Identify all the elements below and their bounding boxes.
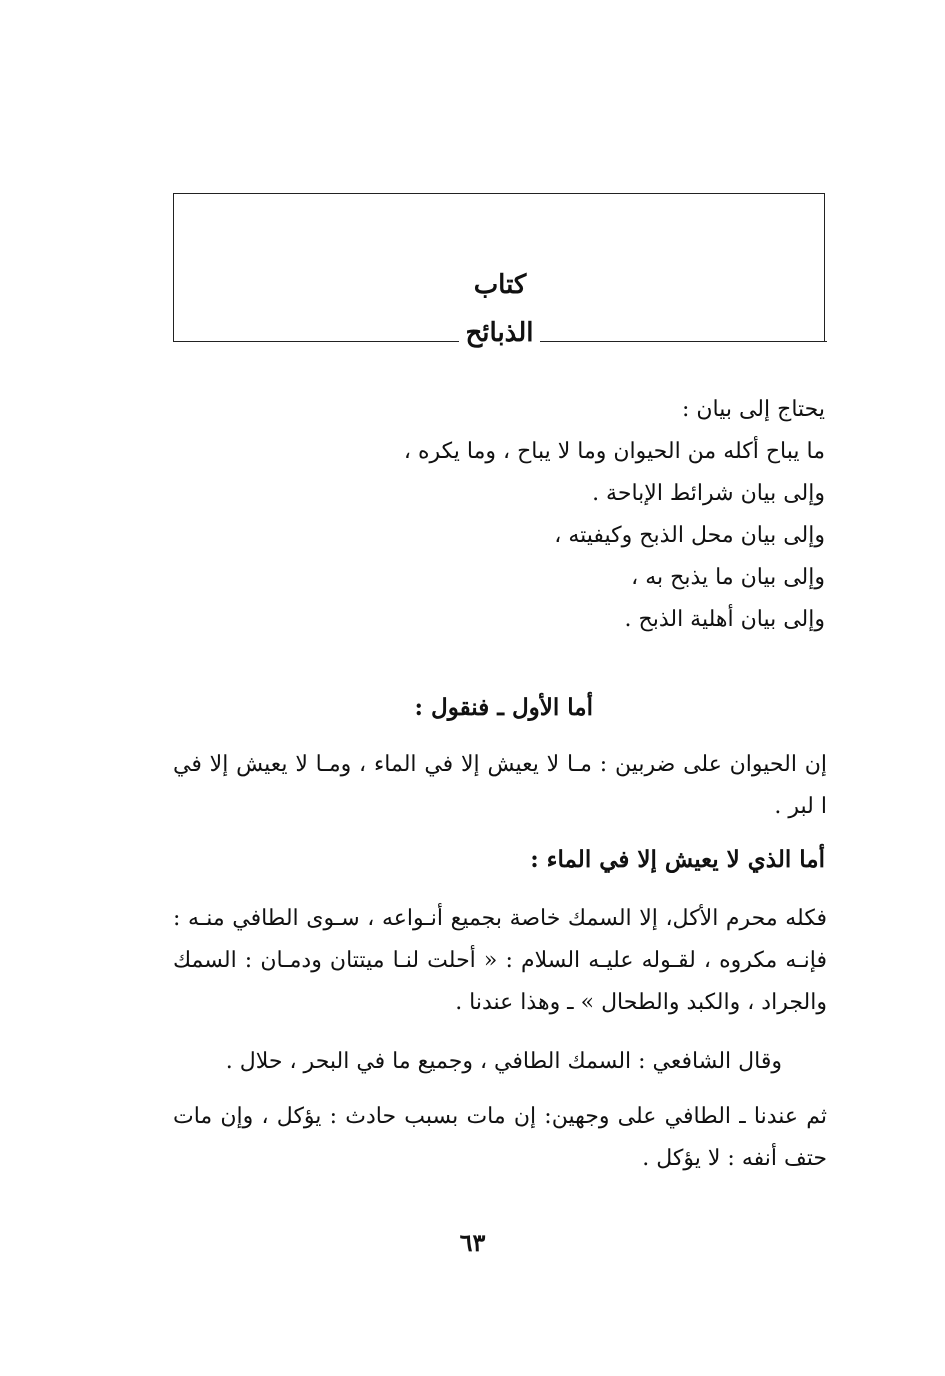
section-first-paragraph: إن الحيوان على ضربين : مـا لا يعيش إلا في الماء ، ومـا لا يعيش إلا في ا لبر . [173, 752, 827, 819]
section-first-heading: أما الأول ـ فنقول : [414, 694, 593, 721]
book-label: كتاب [473, 270, 527, 300]
section-water-paragraph-2: وقال الشافعي : السمك الطافي ، وجميع ما في البحر ، حلال . [225, 1049, 782, 1074]
book-title: الذبائح [465, 318, 534, 348]
section-water-paragraph-3: ثم عندنا ـ الطافي على وجهين: إن مات بسبب حادث : يؤكل ، وإن مات حتف أنفه : لا يؤكل . [173, 1104, 827, 1171]
intro-lead: يحتاج إلى بيان : [681, 397, 825, 422]
intro-item-1: ما يباح أكله من الحيوان وما لا يباح ، وما يكره ، [403, 439, 825, 464]
title-frame-rule-right [540, 341, 827, 342]
intro-item-2: وإلى بيان شرائط الإباحة . [592, 481, 825, 506]
intro-item-4: وإلى بيان ما يذبح به ، [631, 565, 825, 590]
intro-item-5: وإلى بيان أهلية الذبح . [624, 607, 825, 632]
intro-item-3: وإلى بيان محل الذبح وكيفيته ، [554, 523, 825, 548]
section-water-heading: أما الذي لا يعيش إلا في الماء : [530, 846, 825, 873]
title-frame-rule-left [173, 341, 459, 342]
section-water-paragraph-1: فكله محرم الأكل، إلا السمك خاصة بجميع أنـواعه ، سـوى الطافي منـه : فإنـه مكروه ، لقـوله عليـه السلام : « أحلت لنـا ميتتان ودمـان : السمك والجراد ، والكبد والطحال » ـ وهذا عندنا . [173, 906, 827, 1015]
page-number: ٦٣ [459, 1228, 486, 1257]
